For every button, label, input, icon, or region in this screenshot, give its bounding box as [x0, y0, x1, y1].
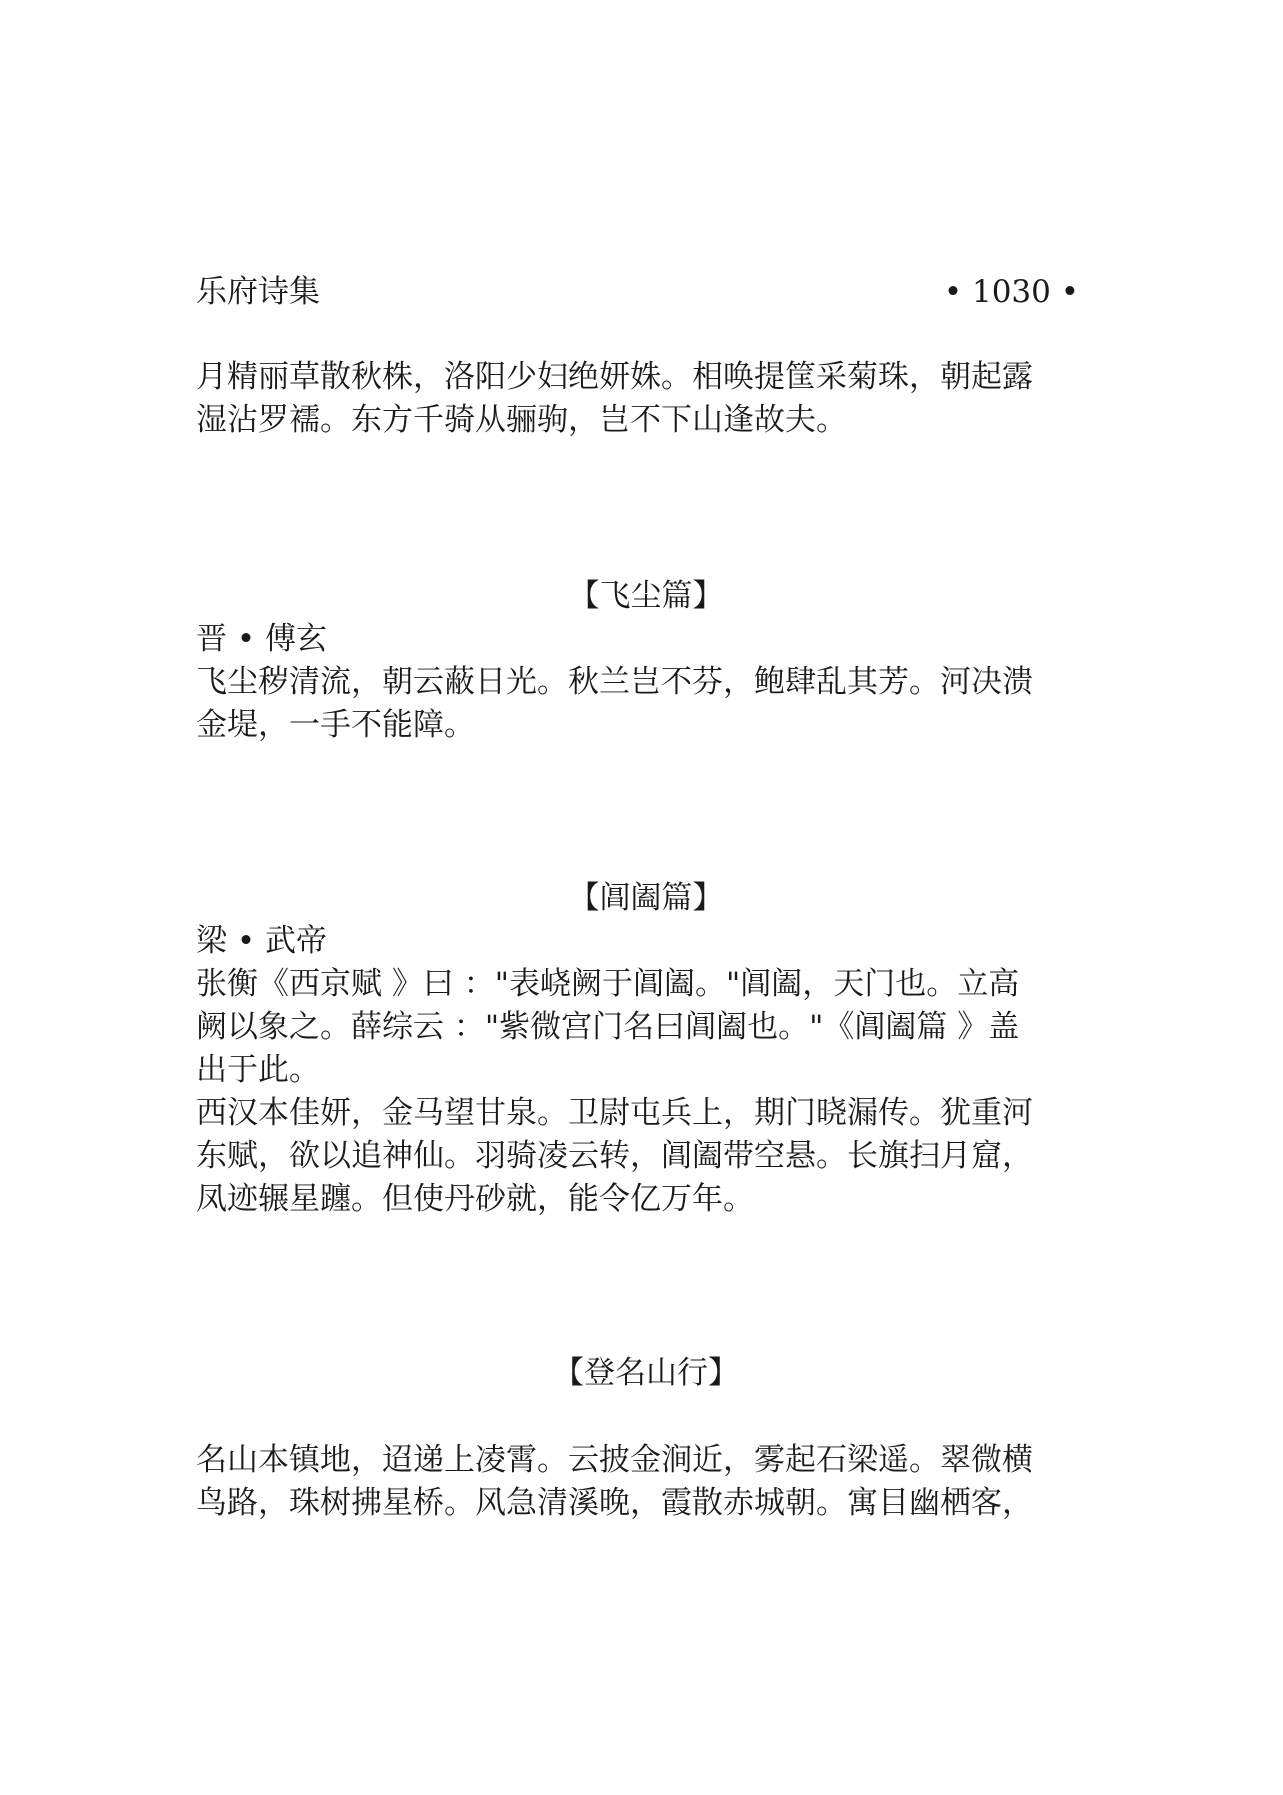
- note-line: 出于此。: [196, 1052, 320, 1088]
- section-body: [196, 1439, 1096, 1525]
- poem-line: 凤迹辗星躔。但使丹砂就，能令亿万年。: [196, 1181, 754, 1217]
- poem-line: 名山本镇地，迢递上凌霄。云披金涧近，雾起石梁遥。翠微横: [196, 1442, 1033, 1478]
- section-title-changhe: 【阊阖篇】: [568, 880, 724, 916]
- poem-line: 西汉本佳妍，金马望甘泉。卫尉屯兵上，期门晓漏传。犹重河: [196, 1095, 1033, 1131]
- poem-line: 鸟路，珠树拂星桥。风急清溪晚，霞散赤城朝。寓目幽栖客，: [196, 1485, 1033, 1521]
- poem-line: 金堤，一手不能障。: [196, 707, 475, 743]
- poem-line: 月精丽草散秋株，洛阳少妇绝妍姝。相唤提筐采菊珠，朝起露: [196, 359, 1033, 395]
- section-title-dengmingshan: 【登名山行】: [553, 1355, 739, 1391]
- note-line: 张衡《西京赋 》曰 ："表峣阙于阊阖。"阊阖，天门也。立高: [196, 966, 1020, 1002]
- intro-poem: [196, 356, 1096, 442]
- poem-line: 飞尘秽清流，朝云蔽日光。秋兰岂不芬，鲍肆乱其芳。河决溃: [196, 664, 1033, 700]
- section-author: 晋 • 傅玄: [196, 621, 327, 657]
- section-body: [196, 661, 1096, 747]
- section-note: [196, 963, 1096, 1092]
- page-number: • 1030 •: [943, 274, 1079, 310]
- section-author: 梁 • 武帝: [196, 923, 327, 959]
- poem-line: 湿沾罗襦。东方千骑从骊驹，岂不下山逢故夫。: [196, 402, 847, 438]
- page-header: [196, 272, 1087, 312]
- section-title-feichen: 【飞尘篇】: [568, 578, 724, 614]
- poem-line: 东赋，欲以追神仙。羽骑凌云转，阊阖带空悬。长旗扫月窟，: [196, 1138, 1033, 1174]
- section-body: [196, 1092, 1096, 1221]
- book-title: 乐府诗集: [196, 274, 320, 310]
- note-line: 阙以象之。薛综云 ："紫微宫门名曰阊阖也。"《阊阖篇 》盖: [196, 1009, 1020, 1045]
